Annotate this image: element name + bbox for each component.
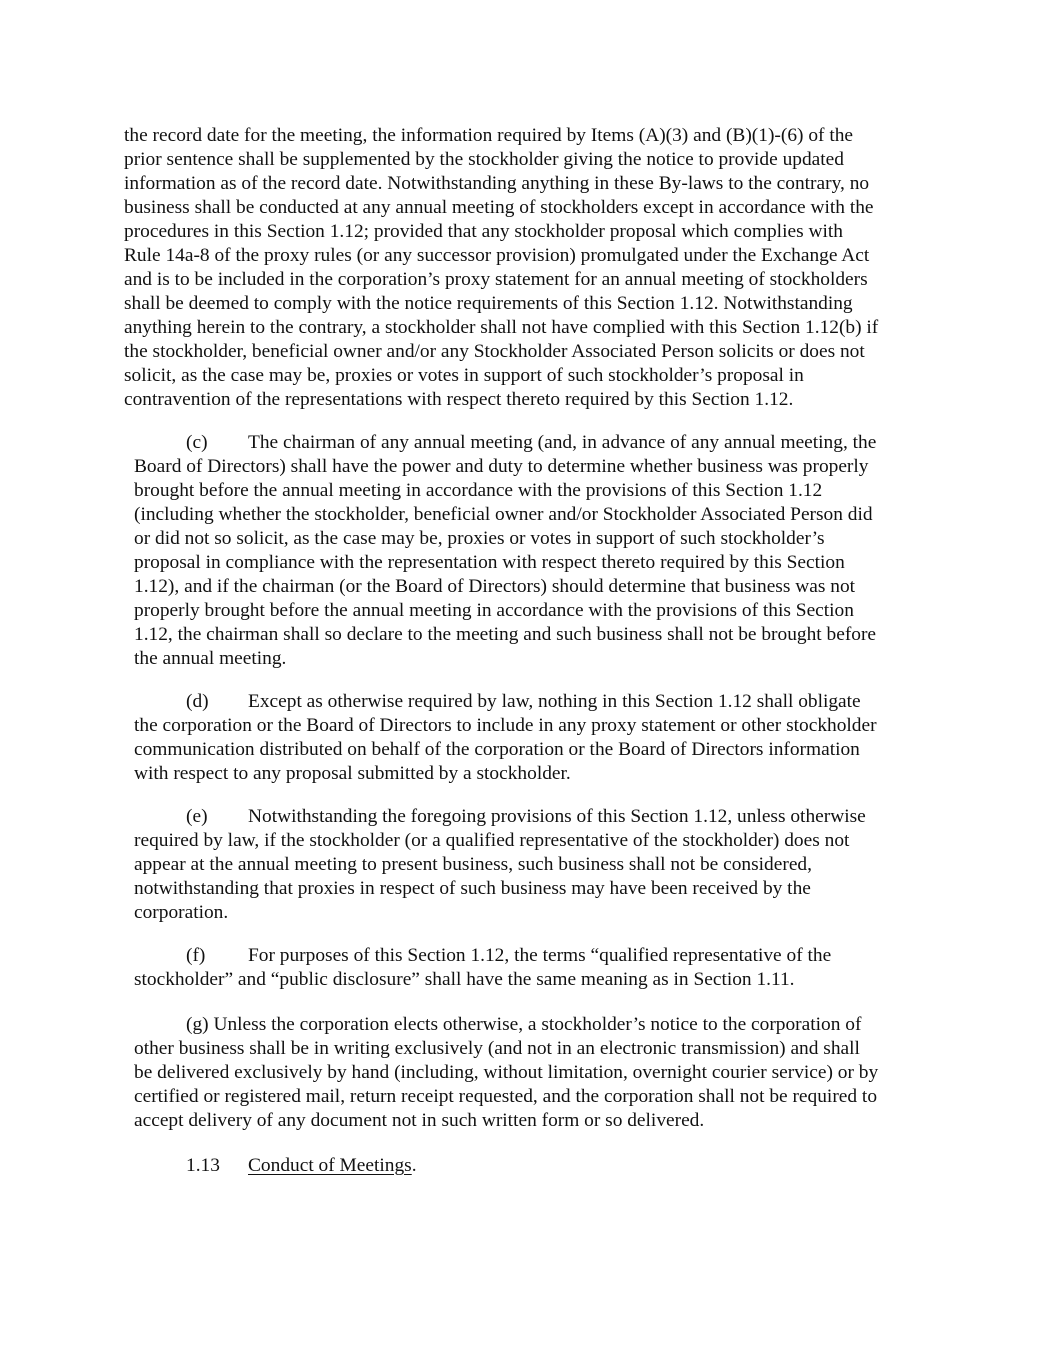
text-fragment: Except as otherwise required by law, nothing in this Section 1.12 shall obligate (248, 691, 861, 712)
paragraph-d (134, 690, 877, 786)
text-fragment: Notwithstanding the foregoing provisions of this Section 1.12, unless otherwise (248, 806, 866, 827)
text-line (134, 805, 866, 829)
paragraph-c (134, 431, 876, 671)
paragraph-f (134, 944, 831, 992)
paragraph-marker: (d) (186, 691, 209, 712)
text-line: required by law, if the stockholder (or a qualified representative of the stockholder) does not (134, 830, 850, 851)
text-line: (g) Unless the corporation elects otherwise, a stockholder’s notice to the corporation of (186, 1014, 862, 1035)
text-line: stockholder” and “public disclosure” shall have the same meaning as in Section 1.11. (134, 969, 795, 990)
text-line: 1.12), and if the chairman (or the Board of Directors) should determine that business was not (134, 576, 856, 597)
text-line: communication distributed on behalf of the corporation or the Board of Directors information (134, 739, 860, 760)
paragraph-marker: (f) (186, 945, 206, 966)
text-line: the annual meeting. (134, 648, 287, 669)
paragraph-marker: (e) (186, 806, 208, 827)
text-line: certified or registered mail, return receipt requested, and the corporation shall not be required to (134, 1086, 878, 1107)
paragraph-continued (124, 124, 878, 412)
text-line: proposal in compliance with the representation with respect thereto required by this Section (134, 552, 845, 573)
text-line: the stockholder, beneficial owner and/or any Stockholder Associated Person solicits or does not (124, 341, 865, 362)
text-line: 1.12, the chairman shall so declare to the meeting and such business shall not be brought before (134, 624, 877, 645)
text-line: (including whether the stockholder, beneficial owner and/or Stockholder Associated Person did (134, 504, 873, 525)
text-line: Rule 14a-8 of the proxy rules (or any successor provision) promulgated under the Exchange Act (124, 245, 870, 266)
text-line: solicit, as the case may be, proxies or votes in support of such stockholder’s proposal in (124, 365, 804, 386)
text-line: corporation. (134, 902, 229, 923)
text-line: or did not so solicit, as the case may be, proxies or votes in support of such stockholder’s (134, 528, 825, 549)
text-line: appear at the annual meeting to present business, such business shall not be considered, (134, 854, 812, 875)
text-line: be delivered exclusively by hand (including, without limitation, overnight courier service) or by (134, 1062, 879, 1083)
section-title-period: . (411, 1155, 417, 1176)
text-line: prior sentence shall be supplemented by the stockholder giving the notice to provide updated (124, 149, 844, 170)
text-line (134, 944, 831, 968)
text-line: contravention of the representations with respect thereto required by this Section 1.12. (124, 389, 794, 410)
text-fragment: The chairman of any annual meeting (and, in advance of any annual meeting, the (248, 432, 877, 453)
text-line: accept delivery of any document not in such written form or so delivered. (134, 1110, 705, 1131)
text-line (134, 431, 876, 455)
text-fragment: For purposes of this Section 1.12, the terms “qualified representative of the (248, 945, 832, 966)
text-line: the record date for the meeting, the information required by Items (A)(3) and (B)(1)-(6) of the (124, 125, 854, 146)
text-line: properly brought before the annual meeting in accordance with the provisions of this Section (134, 600, 854, 621)
section-heading (186, 1154, 417, 1178)
text-line: Board of Directors) shall have the power and duty to determine whether business was properly (134, 456, 869, 477)
section-title: Conduct of Meetings (248, 1155, 412, 1176)
paragraph-g (134, 1013, 878, 1133)
text-line (134, 690, 877, 714)
section-number: 1.13 (186, 1155, 220, 1176)
text-line: business shall be conducted at any annual meeting of stockholders except in accordance with the (124, 197, 874, 218)
paragraph-e (134, 805, 866, 925)
text-line: information as of the record date. Notwithstanding anything in these By-laws to the contrary, no (124, 173, 870, 194)
text-line: shall be deemed to comply with the notice requirements of this Section 1.12. Notwithstanding (124, 293, 853, 314)
text-line: anything herein to the contrary, a stockholder shall not have complied with this Section 1.12(b) if (124, 317, 879, 338)
text-line: the corporation or the Board of Directors to include in any proxy statement or other stockholder (134, 715, 877, 736)
text-line: brought before the annual meeting in accordance with the provisions of this Section 1.12 (134, 480, 823, 501)
text-line: with respect to any proposal submitted by a stockholder. (134, 763, 571, 784)
paragraph-marker: (c) (186, 432, 208, 453)
text-line: and is to be included in the corporation’s proxy statement for an annual meeting of stockholders (124, 269, 868, 290)
text-line: notwithstanding that proxies in respect of such business may have been received by the (134, 878, 811, 899)
text-line: other business shall be in writing exclusively (and not in an electronic transmission) and shall (134, 1038, 860, 1059)
text-line: procedures in this Section 1.12; provided that any stockholder proposal which complies with (124, 221, 843, 242)
